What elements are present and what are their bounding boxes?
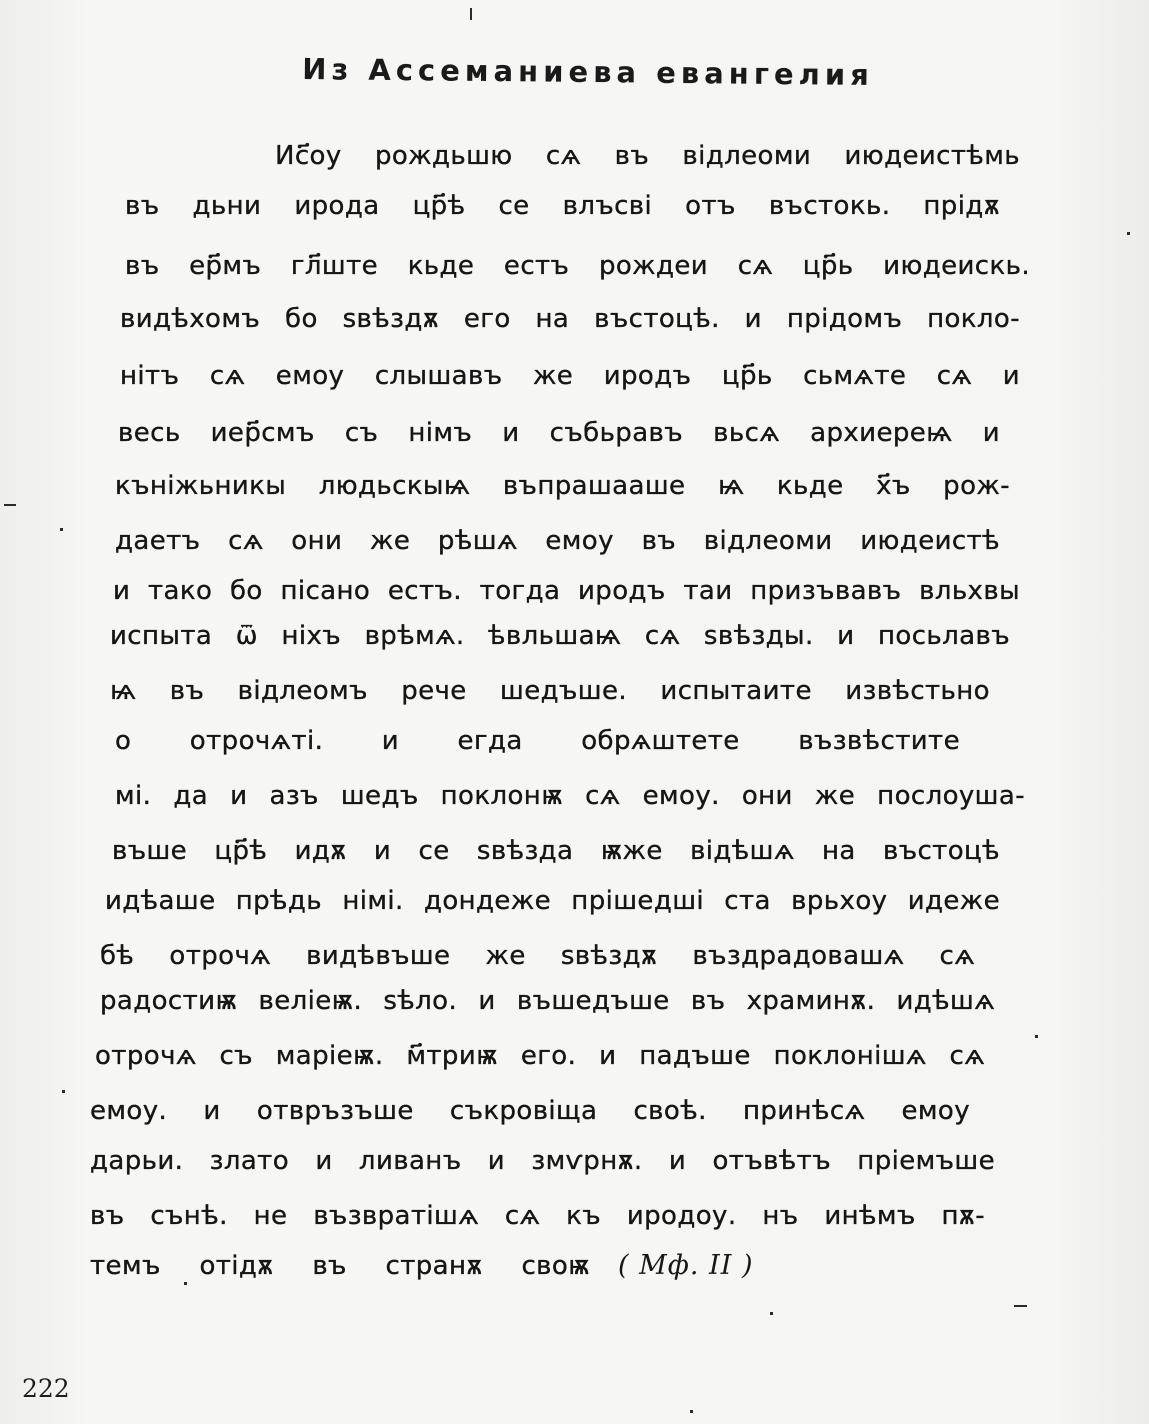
text-line: бѣ отрочѧ видѣвъше же ѕвѣздѫ въздрадовашѧ сѧ [100, 941, 975, 971]
text-line: емоу. и отвръзъше съкровіща своѣ. принѣсѧ емоу [90, 1096, 970, 1126]
text-line: весь иер҃смъ съ німъ и събьравъ вьсѧ архиереѩ и [118, 418, 1000, 448]
scan-speck [470, 8, 472, 20]
text-line: въ дьни ирода цр҃ѣ се влъсві отъ въстокь. прідѫ [125, 191, 1000, 221]
scripture-reference: ( Мф. II ) [618, 1250, 754, 1281]
scan-speck [1127, 232, 1130, 235]
text-line: въ сънѣ. не възвратішѧ сѧ къ иродоу. нъ инѣмъ пѫ- [90, 1201, 985, 1231]
text-line: нітъ сѧ емоу слышавъ же иродъ цр҃ь сьмѧте сѧ и [120, 361, 1020, 391]
scan-speck [184, 1282, 187, 1285]
text-line: о отрочѧті. и егда обрѧштете възвѣстите [115, 726, 960, 756]
text-line: идѣаше прѣдь німі. дондеже прішедші ста врьхоу идеже [105, 886, 1000, 916]
text-line: испыта ѿ ніхъ врѣмѧ. ѣвльшаѩ сѧ ѕвѣзды. и посьлавъ [110, 621, 1010, 651]
scan-speck [770, 1312, 773, 1315]
text-line: кънiжьникы людьскыѩ въпрашааше ѩ кьде х҃ъ рож- [115, 471, 1010, 501]
scan-speck [1035, 1035, 1038, 1038]
scan-speck [60, 528, 63, 531]
page-number: 222 [22, 1374, 70, 1403]
scan-speck [1014, 1305, 1027, 1307]
text-line: въше цр҃ѣ идѫ и се ѕвѣзда ѭже відѣшѧ на въстоцѣ [112, 836, 1000, 866]
text-line: въ ер҃мъ гл҃ште кьде естъ рождеи сѧ цр҃ь июдеискь. [125, 251, 1030, 281]
text-line: темъ отідѫ въ странѫ своѭ [90, 1251, 590, 1281]
text-line: радостиѭ веліеѭ. ѕѣло. и въшедъше въ храминѫ. идѣшѧ [100, 986, 995, 1016]
scan-speck [4, 504, 16, 506]
page-title: Из Ассеманиева евангелия [302, 52, 874, 92]
text-line: отрочѧ съ маріеѭ. м҃триѭ его. и падъше поклонішѧ сѧ [95, 1041, 985, 1071]
scan-speck [62, 1090, 65, 1093]
text-line: мі. да и азъ шедъ поклонѭ сѧ емоу. они же послоуша- [115, 781, 1025, 811]
text-line: и тако бо пісано естъ. тогда иродъ таи призъвавъ вльхвы [113, 576, 1020, 606]
scan-speck [690, 1410, 693, 1413]
text-line: дарьи. злато и ливанъ и змѵрнѫ. и отъвѣтъ пріемъше [90, 1146, 995, 1176]
text-line: даетъ сѧ они же рѣшѧ емоу въ відлеоми июдеистѣ [115, 526, 1000, 556]
text-line: Ис҃оу рождьшю сѧ въ відлеоми июдеистѣмь [275, 141, 1020, 171]
text-line: видѣхомъ бо ѕвѣздѫ его на въстоцѣ. и прідомъ покло- [120, 304, 1020, 334]
text-line: ѩ въ відлеомъ рече шедъше. испытаите извѣстьно [110, 676, 990, 706]
